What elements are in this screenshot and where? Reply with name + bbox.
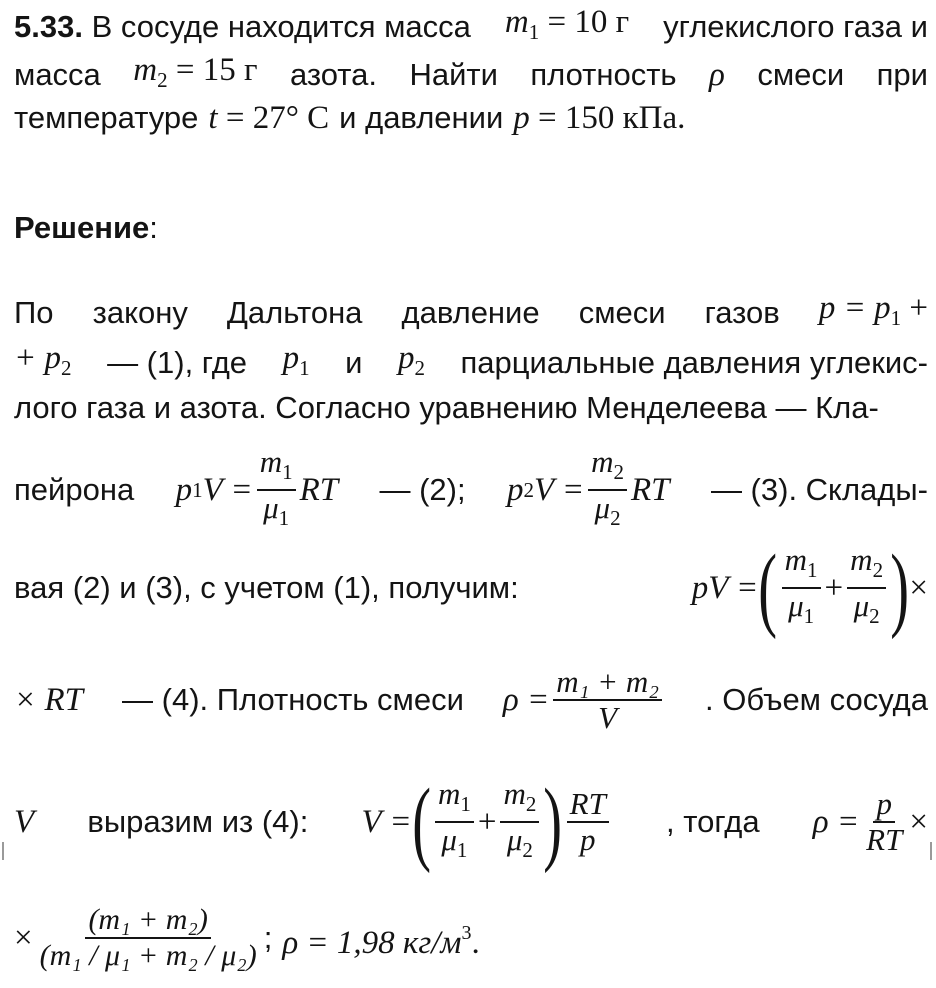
- final-result: ρ = 1,98 $кг/м^3$.: [282, 922, 480, 961]
- clapeyron-eq-1: p 1 V = $\frac{m_1}{\mu_1}$ RT: [175, 444, 339, 530]
- scan-mark-right: [930, 842, 932, 860]
- scan-mark-left: [2, 842, 4, 860]
- solution-line-4: пейрона p 1 V = $\frac{m_1}{\mu_1}$ RT — (2); p 2 V = $\frac{m_2}{\mu_2}$ RT — (3). Склады-: [14, 445, 928, 535]
- dalton-formula: $p = p_1$ +: [818, 290, 928, 330]
- problem-text: В сосуде находится масса: [91, 9, 471, 44]
- clapeyron-eq-2: p 2 V = $\frac{m_2}{\mu_2}$ RT: [507, 444, 670, 530]
- pressure: p = 150 кПа.: [513, 100, 686, 136]
- sum-equation: pV = ( $\frac{m_1}{\mu_1}$ + $\frac{m_2}{\mu_2}$ ) ×: [691, 536, 928, 640]
- density-pressure-formula: ρ = $\frac{p}{RT}$ ×: [812, 786, 928, 857]
- solution-line-1: По закону Дальтона давление смеси газов $p = p_1$ +: [14, 288, 928, 338]
- solution-line-7: V выразим из (4): V = ( $\frac{m_1}{\mu_1}$ + $\frac{m_2}{\mu_2}$ ) $\frac{RT}{p}$ , тогда ρ = $\frac{p}{RT}$ ×: [14, 770, 928, 874]
- solution-line-3: лого газа и азота. Согласно уравнению Менделеева — Кла-: [14, 390, 879, 425]
- temperature: t = 27° С: [208, 100, 330, 136]
- problem-line-3: температуре t = 27° С и давлении p = 150 кПа.: [14, 100, 686, 136]
- solution-heading: Решение :: [14, 210, 158, 245]
- problem-line-2: масса $m_2 = 15$ г азота. Найти плотность ρ смеси при: [14, 50, 928, 100]
- problem-line-1: [14, 2, 928, 52]
- solution-line-8: × $\frac{\text{(m₁ + m₂)}}{\text{(m₁ / μ₁ + m₂ / μ₂)}}$ ; ρ = 1,98 $кг/м^3$.: [14, 888, 928, 988]
- problem-text: углекислого газа и: [663, 9, 928, 44]
- solution-line-2: + $p_2$ — (1), где $p_1$ и $p_2$ парциальные давления углекис-: [14, 340, 928, 380]
- mass-1: $m_1 = 10$ г: [504, 4, 630, 44]
- solution-line-5: вая (2) и (3), с учетом (1), получим: pV = ( $\frac{m_1}{\mu_1}$ + $\frac{m_2}{\mu_2}$ ) ×: [14, 536, 928, 640]
- final-fraction: × $\frac{\text{(m₁ + m₂)}}{\text{(m₁ / μ₁ + m₂ / μ₂)}}$: [14, 903, 257, 972]
- density-symbol: ρ: [709, 57, 725, 93]
- problem-number: 5.33.: [14, 9, 83, 44]
- density-formula: ρ = $\frac{\text{m₁ + m₂}}{V}$: [503, 662, 666, 738]
- solution-line-6: × RT — (4). Плотность смеси ρ = $\frac{\text{m₁ + m₂}}{V}$ . Объем сосуда: [14, 662, 928, 738]
- mass-2: $m_2 = 15$ г: [133, 52, 258, 92]
- volume-formula: V = ( $\frac{m_1}{\mu_1}$ + $\frac{m_2}{\mu_2}$ ) $\frac{RT}{p}$: [362, 774, 613, 870]
